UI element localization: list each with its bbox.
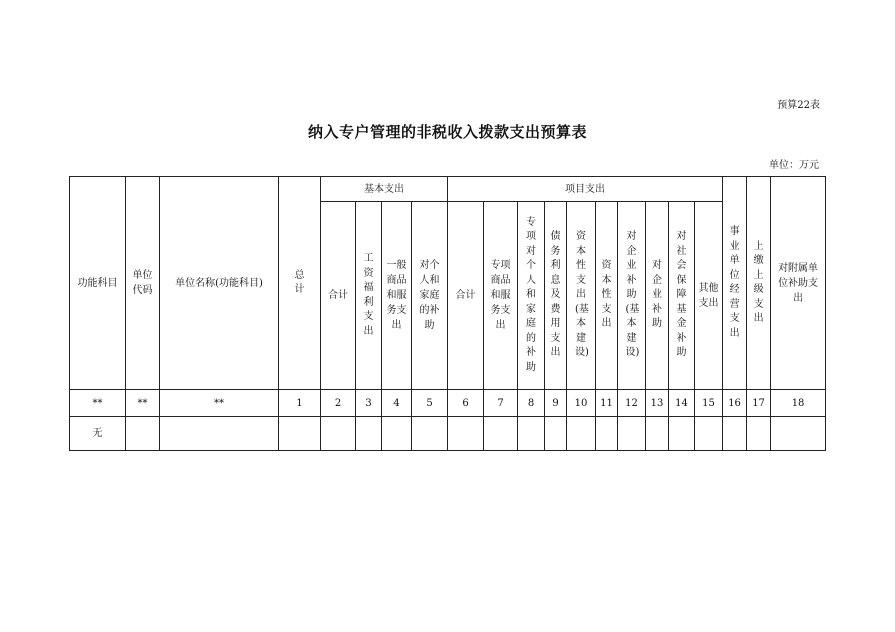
form-number: 预算22表: [777, 100, 820, 111]
header-row-1: [70, 177, 826, 202]
table-cell: [356, 417, 382, 451]
table-cell: 无: [70, 417, 126, 451]
budget-table: [69, 176, 826, 451]
index-cell: 5: [412, 390, 448, 417]
index-cell: 17: [747, 390, 771, 417]
table-cell: [412, 417, 448, 451]
index-row: [70, 390, 826, 417]
header-proj-social: 对社会保障基金补助: [669, 202, 695, 390]
header-proj-household: 专项对个人和家庭的补助: [518, 202, 545, 390]
index-cell: 10: [567, 390, 596, 417]
header-basic-subtotal: 合计: [321, 202, 356, 390]
index-cell: 15: [695, 390, 723, 417]
header-proj-capital-basic: 资本性支出(基本建设): [567, 202, 596, 390]
table-cell: [321, 417, 356, 451]
header-proj-enterprise-basic: 对企业补助(基本建设): [618, 202, 646, 390]
table-cell: [723, 417, 747, 451]
header-total: 总计: [279, 177, 321, 390]
table-cell: [695, 417, 723, 451]
header-func-subject: 功能科目: [70, 177, 126, 390]
header-proj-capital: 资本性支出: [596, 202, 618, 390]
table-cell: [382, 417, 412, 451]
table-row: [70, 417, 826, 451]
page-title: 纳入专户管理的非税收入拨款支出预算表: [307, 123, 587, 141]
index-cell: **: [160, 390, 279, 417]
table-cell: [596, 417, 618, 451]
table-cell: [484, 417, 518, 451]
table-cell: [669, 417, 695, 451]
index-cell: 14: [669, 390, 695, 417]
table-cell: [279, 417, 321, 451]
header-unit-code: 单位代码: [126, 177, 160, 390]
table-cell: [448, 417, 484, 451]
index-cell: 9: [545, 390, 567, 417]
header-proj-debt: 债务利息及费用支出: [545, 202, 567, 390]
header-subsidiary: 对附属单位补助支出: [771, 177, 826, 390]
header-basic-group: 基本支出: [321, 177, 448, 202]
index-cell: 3: [356, 390, 382, 417]
header-basic-household: 对个人和家庭的补助: [412, 202, 448, 390]
table-cell: [646, 417, 669, 451]
header-biz-operation: 事业单位经营支出: [723, 177, 747, 390]
index-cell: 1: [279, 390, 321, 417]
index-cell: 6: [448, 390, 484, 417]
table-cell: [518, 417, 545, 451]
header-unit-name: 单位名称(功能科目): [160, 177, 279, 390]
header-remit-upper: 上缴上级支出: [747, 177, 771, 390]
index-cell: 16: [723, 390, 747, 417]
index-cell: 13: [646, 390, 669, 417]
index-cell: **: [126, 390, 160, 417]
header-basic-wages: 工资福利支出: [356, 202, 382, 390]
table-cell: [618, 417, 646, 451]
index-cell: 2: [321, 390, 356, 417]
header-proj-subtotal: 合计: [448, 202, 484, 390]
header-proj-goods: 专项商品和服务支出: [484, 202, 518, 390]
header-proj-enterprise: 对企业补助: [646, 202, 669, 390]
index-cell: 18: [771, 390, 826, 417]
index-cell: 4: [382, 390, 412, 417]
index-cell: 7: [484, 390, 518, 417]
index-cell: 11: [596, 390, 618, 417]
index-cell: 12: [618, 390, 646, 417]
header-basic-goods: 一般商品和服务支出: [382, 202, 412, 390]
header-project-group: 项目支出: [448, 177, 723, 202]
unit-label: 单位：万元: [769, 160, 819, 171]
header-proj-other: 其他支出: [695, 202, 723, 390]
table-cell: [747, 417, 771, 451]
index-cell: **: [70, 390, 126, 417]
table-cell: [771, 417, 826, 451]
table-cell: [545, 417, 567, 451]
table-cell: [160, 417, 279, 451]
table-cell: [126, 417, 160, 451]
table-cell: [567, 417, 596, 451]
index-cell: 8: [518, 390, 545, 417]
